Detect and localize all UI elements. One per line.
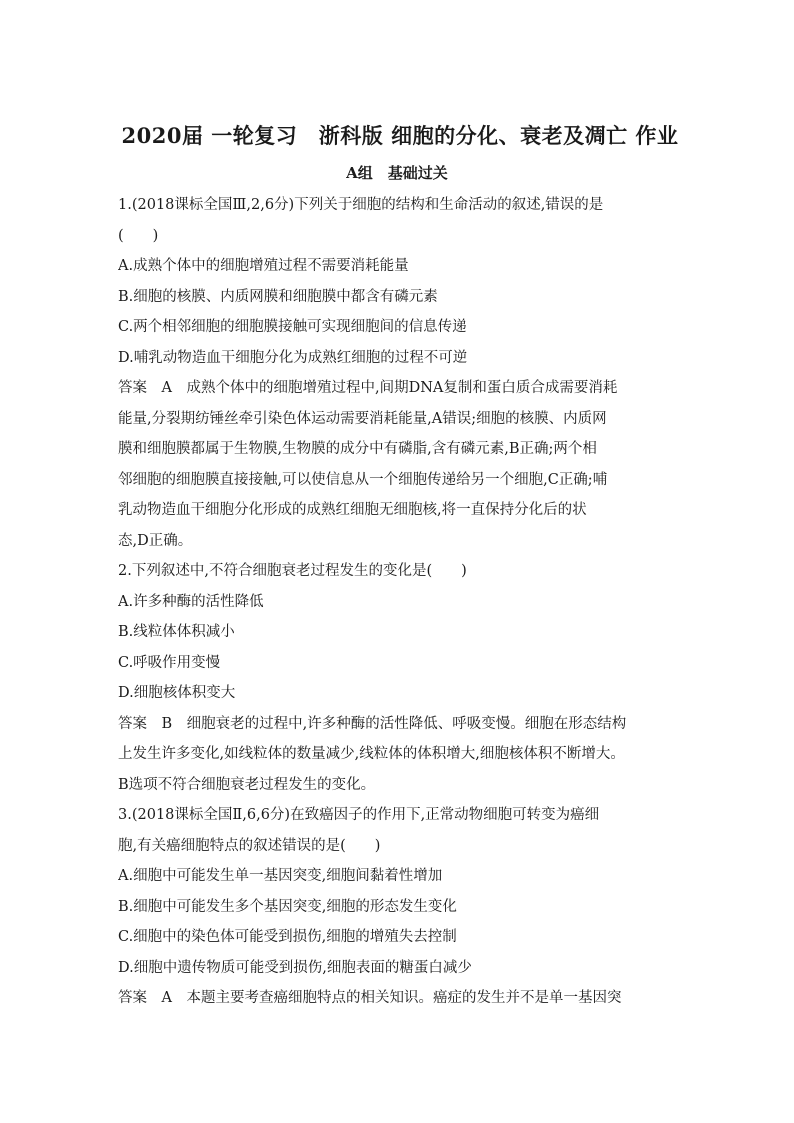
q1-option-a: A.成熟个体中的细胞增殖过程不需要消耗能量 — [118, 258, 409, 274]
q1-answer-line: 答案 A 成熟个体中的细胞增殖过程中,间期DNA复制和蛋白质合成需要消耗 — [118, 380, 618, 396]
q1-option-b: B.细胞的核膜、内质网膜和细胞膜中都含有磷元素 — [118, 288, 438, 305]
q2-answer-line: 上发生许多变化,如线粒体的数量减少,线粒体的体积增大,细胞核体积不断增大。 — [118, 746, 625, 762]
q2-option-a: A.许多种酶的活性降低 — [118, 593, 264, 610]
q1-answer-line: 能量,分裂期纺锤丝牵引染色体运动需要消耗能量,A错误;细胞的核膜、内质网 — [118, 410, 607, 427]
q2-option-b: B.线粒体体积减小 — [118, 624, 235, 640]
q3-stem-line: 3.(2018课标全国Ⅱ,6,6分)在致癌因子的作用下,正常动物细胞可转变为癌细 — [118, 807, 600, 823]
q1-answer-line: 态,D正确。 — [118, 532, 193, 549]
q2-stem-line: 2.下列叙述中,不符合细胞衰老过程发生的变化是( ) — [118, 563, 467, 579]
q3-option-b: B.细胞中可能发生多个基因突变,细胞的形态发生变化 — [118, 898, 457, 915]
q1-option-c: C.两个相邻细胞的细胞膜接触可实现细胞间的信息传递 — [118, 319, 467, 335]
q2-option-d: D.细胞核体积变大 — [118, 685, 236, 701]
q2-answer-line: 答案 B 细胞衰老的过程中,许多种酶的活性降低、呼吸变慢。细胞在形态结构 — [118, 715, 627, 732]
q3-stem-line: 胞,有关癌细胞特点的叙述错误的是( ) — [118, 837, 381, 854]
q2-option-c: C.呼吸作用变慢 — [118, 654, 221, 671]
q1-option-d: D.哺乳动物造血干细胞分化为成熟红细胞的过程不可逆 — [118, 349, 468, 366]
q1-blank-line: ( ) — [118, 227, 159, 244]
section-heading: A组 基础过关 — [346, 164, 448, 182]
document-body — [118, 190, 678, 1014]
q1-answer-line: 邻细胞的细胞膜直接接触,可以使信息从一个细胞传递给另一个细胞,C正确;哺 — [118, 471, 608, 488]
q1-answer-line: 乳动物造血干细胞分化形成的成熟红细胞无细胞核,将一直保持分化后的状 — [118, 502, 587, 518]
document-title: 2020届 一轮复习 浙科版 细胞的分化、衰老及凋亡 作业 — [121, 123, 679, 148]
q2-answer-line: B选项不符合细胞衰老过程发生的变化。 — [118, 776, 376, 793]
q3-option-c: C.细胞中的染色体可能受到损伤,细胞的增殖失去控制 — [118, 929, 457, 945]
q3-option-a: A.细胞中可能发生单一基因突变,细胞间黏着性增加 — [118, 868, 443, 884]
q3-answer-line: 答案 A 本题主要考查癌细胞特点的相关知识。癌症的发生并不是单一基因突 — [118, 990, 622, 1006]
q1-answer-line: 膜和细胞膜都属于生物膜,生物膜的成分中有磷脂,含有磷元素,B正确;两个相 — [118, 441, 597, 457]
q1-stem-line: 1.(2018课标全国Ⅲ,2,6分)下列关于细胞的结构和生命活动的叙述,错误的是 — [118, 197, 604, 213]
q3-option-d: D.细胞中遗传物质可能受到损伤,细胞表面的糖蛋白减少 — [118, 959, 472, 976]
